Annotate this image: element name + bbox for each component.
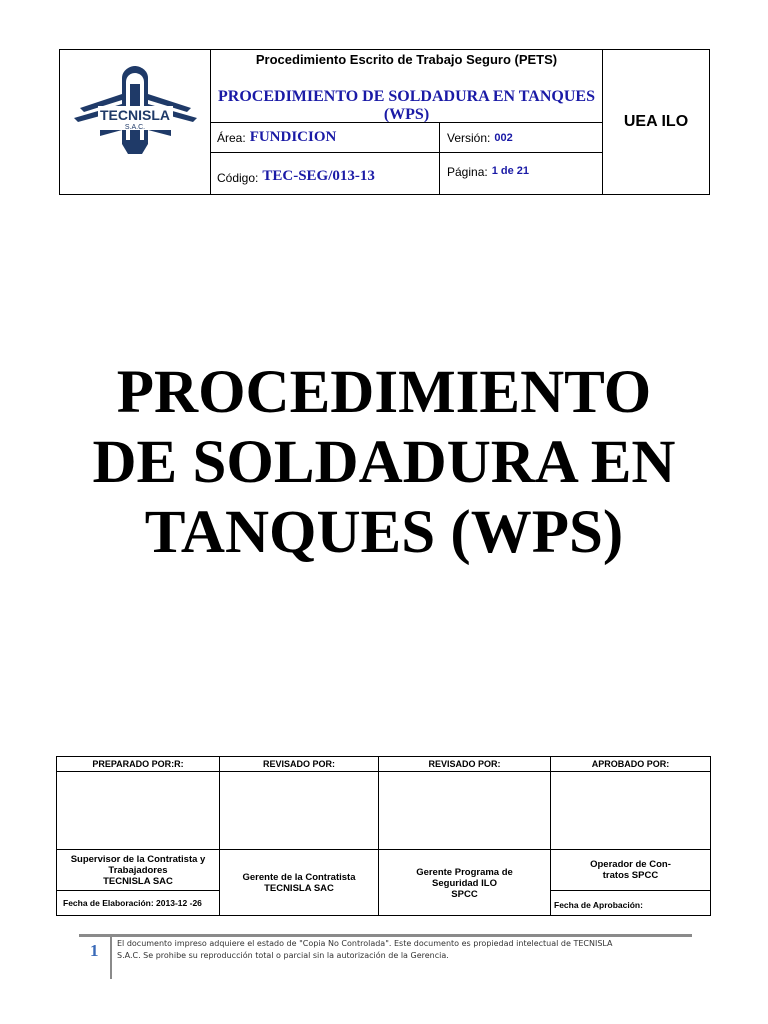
codigo-cell (217, 153, 375, 195)
main-title-line-3: TANQUES (WPS) (144, 499, 624, 566)
codigo-label: Código: (217, 171, 259, 185)
signature-area (379, 772, 550, 850)
area-label: Área: (217, 130, 246, 145)
header-row-code (211, 152, 602, 195)
approval-column-prepared (57, 757, 220, 915)
area-value: FUNDICION (249, 129, 337, 145)
pagina-value: 1 de 21 (491, 165, 530, 177)
role-line: Trabajadores (108, 864, 168, 876)
codigo-value: TEC-SEG/013-13 (262, 168, 375, 184)
footer-notice-line-1: El documento impreso adquiere el estado de "Copia No Controlada". Este documento es propiedad intelectual de TECNISLA (117, 939, 613, 948)
approval-column-reviewed-1 (220, 757, 379, 915)
approval-date: Fecha de Aprobación: (551, 890, 710, 915)
approval-header: APROBADO POR: (551, 757, 710, 772)
tecnisla-logo (60, 50, 211, 194)
role-line: Gerente de la Contratista (242, 872, 356, 883)
footer-rule (79, 934, 692, 937)
role-line: Supervisor de la Contratista y (70, 853, 206, 865)
signature-area (57, 772, 219, 850)
approval-header: REVISADO POR: (220, 757, 378, 772)
main-title-line-2: DE SOLDADURA EN (92, 429, 676, 496)
main-title-line-1: PROCEDIMIENTO (116, 359, 652, 426)
footer-notice (117, 938, 692, 961)
approval-role (551, 850, 710, 890)
area-cell (217, 123, 336, 152)
unit-label: UEA ILO (623, 113, 689, 130)
procedure-title: PROCEDIMIENTO DE SOLDADURA EN TANQUES (WPS) (218, 88, 595, 122)
pagina-cell (447, 153, 529, 195)
approval-column-reviewed-2 (379, 757, 551, 915)
page-number: 1 (90, 941, 99, 960)
signature-area (220, 772, 378, 850)
approval-role (379, 850, 550, 916)
logo-name: TECNISLA (100, 107, 170, 123)
approval-table (56, 756, 711, 916)
role-line: Gerente Programa de (416, 866, 513, 878)
logo-sub: S.A.C. (124, 124, 146, 131)
document-header (59, 49, 710, 195)
main-title (40, 358, 728, 568)
approval-header: REVISADO POR: (379, 757, 550, 772)
footer-notice-line-2: S.A.C. Se prohibe su reproducción total o parcial sin la autorización de la Gerencia. (117, 950, 449, 960)
role-line: Operador de Con- (590, 859, 671, 870)
approval-role (57, 850, 219, 890)
approval-header: PREPARADO POR:R: (57, 757, 219, 772)
role-line: SPCC (451, 888, 478, 900)
footer-divider (110, 937, 112, 979)
elaboration-date: Fecha de Elaboración: 2013-12 -26 (57, 890, 219, 915)
approval-role (220, 850, 378, 916)
header-row-area (211, 122, 602, 152)
unit-cell (602, 50, 709, 194)
version-label: Versión: (447, 130, 491, 145)
role-line: Seguridad ILO (432, 877, 497, 889)
role-line: TECNISLA SAC (264, 883, 334, 894)
role-line: TECNISLA SAC (103, 875, 173, 887)
approval-column-approved (551, 757, 710, 915)
version-cell (447, 123, 513, 152)
logo-cell (60, 50, 211, 194)
role-line: tratos SPCC (602, 870, 659, 881)
signature-area (551, 772, 710, 850)
header-middle (211, 50, 602, 194)
pagina-label: Página: (447, 165, 488, 179)
pets-title: Procedimiento Escrito de Trabajo Seguro (PETS) (255, 52, 558, 67)
version-value: 002 (494, 131, 513, 144)
